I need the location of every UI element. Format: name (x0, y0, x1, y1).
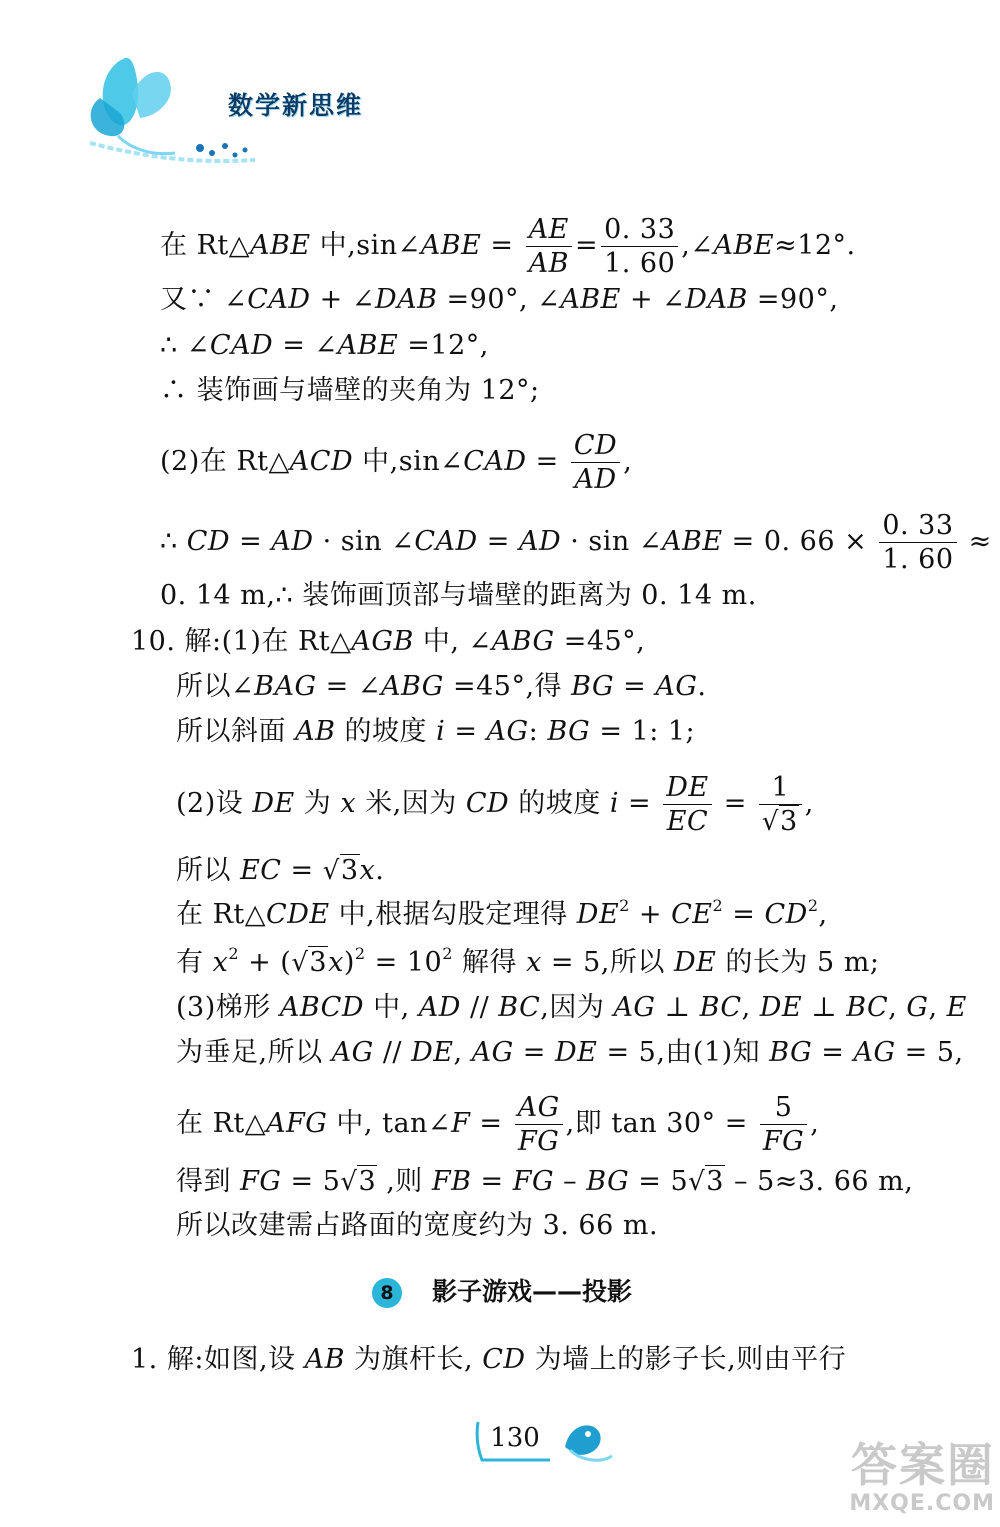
text-line: 为垂足,所以 AG // DE, AG = DE = 5,由(1)知 BG = AG = 5, (176, 1037, 964, 1068)
watermark (720, 1440, 995, 1525)
text-line: 10. 解:(1)在 Rt△AGB 中, ∠ABG =45°, (131, 626, 646, 657)
watermark-logo-text: 答案圈 (851, 1438, 995, 1492)
text-line: ∴ ∠CAD = ∠ABE =12°, (160, 330, 489, 361)
fraction: $\frac{CD}{AD}$ (571, 432, 620, 493)
text-line: 1. 解:如图,设 AB 为旗杆长, CD 为墙上的影子长,则由平行 (131, 1344, 847, 1375)
page-number: 130 (490, 1423, 540, 1453)
text-line: 又∵ ∠CAD + ∠DAB =90°, ∠ABE + ∠DAB =90°, (160, 284, 839, 315)
fraction: $\frac{0. 33}{1. 60}$ (601, 216, 678, 277)
text-line: 得到 FG = 5√3 ,则 FB = FG – BG = 5√3 – 5≈3. 66 m, (176, 1166, 914, 1197)
text-line: ∴ CD = AD · sin ∠CAD = AD · sin ∠ABE = 0. 66 × $\frac{0. 33}{1. 60}$ ≈ (160, 510, 992, 575)
square-root: √3 (688, 1166, 724, 1197)
fraction: $\frac{1}{√3}$ (759, 774, 802, 835)
text-line: ∴ 装饰画与墙壁的夹角为 12°; (160, 375, 540, 406)
text-line: 所以 EC = √3x. (176, 855, 385, 886)
square-root: √3 (761, 806, 798, 837)
fraction: $\frac{0. 33}{1. 60}$ (879, 512, 956, 573)
text-line: 有 $x^2 + (√3x)^2 = 10^2$ 解得 x = 5,所以 DE 的长为 5 m; (176, 944, 880, 978)
text-line: (3)梯形 ABCD 中, AD // BC,因为 AG ⊥ BC, DE ⊥ BC, G, E (176, 992, 967, 1023)
square-root: √3 (322, 855, 359, 886)
text-line: 所以斜面 AB 的坡度 i = AG: BG = 1: 1; (176, 716, 696, 747)
text-line: 在 Rt△CDE 中,根据勾股定理得 $DE^2 + CE^2 = CD^2$, (176, 896, 828, 930)
fraction: $\frac{DE}{EC}$ (663, 774, 711, 835)
text-line: 在 Rt△ABE 中,sin∠ABE = $\frac{AE}{AB}$ = $\frac{0. 33}{1. 60}$ ,∠ABE≈12°. (160, 214, 856, 279)
text-line: 在 Rt△AFG 中, tan∠F = $\frac{AG}{FG}$ ,即 tan 30° = $\frac{5}{FG}$ , (176, 1092, 820, 1157)
section-number-badge: 8 (372, 1278, 402, 1308)
fraction: $\frac{5}{FG}$ (760, 1094, 807, 1155)
text-line: 所以改建需占路面的宽度约为 3. 66 m. (176, 1210, 659, 1241)
square-root: √3 (291, 947, 328, 978)
text-line: 所以∠BAG = ∠ABG =45°,得 BG = AG. (176, 671, 707, 702)
section-title: 影子游戏——投影 (432, 1277, 633, 1306)
watermark-url: MXQE.COM (849, 1491, 995, 1516)
text-line: 0. 14 m,∴ 装饰画顶部与墙壁的距离为 0. 14 m. (160, 580, 757, 611)
section-heading (372, 1272, 632, 1308)
text-line: (2)设 DE 为 x 米,因为 CD 的坡度 i = $\frac{DE}{EC}$ = $\frac{1}{√3}$ , (176, 772, 814, 837)
fraction: $\frac{AE}{AB}$ (526, 216, 572, 277)
header-title: 数学新思维 (228, 91, 364, 120)
square-root: √3 (340, 1166, 377, 1197)
text-line: (2)在 Rt△ACD 中,sin∠CAD = $\frac{CD}{AD}$ , (160, 430, 633, 495)
fraction: $\frac{AG}{FG}$ (515, 1094, 563, 1155)
